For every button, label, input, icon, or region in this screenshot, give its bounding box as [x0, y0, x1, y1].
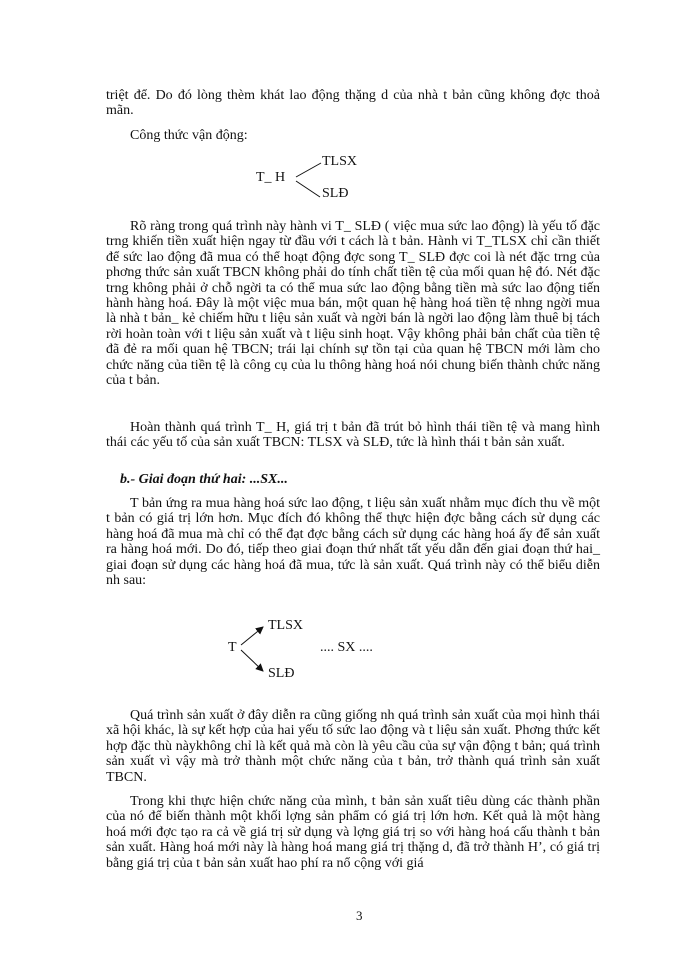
paragraph-6: T bản ứng ra mua hàng hoá sức lao động, t liệu sản xuất nhằm mục đích thu về một t bản có giá trị lớn hơn. Mục đích đó không thể thực hiện đợc bằng cách sử dụng các hàng hoá đã mua mà chỉ có thể đạt đợc bằng cách sử dụng các hàng hoá ấy để sản xuất ra hàng hoá mới. Do đó, tiếp theo giai đoạn thứ nhất tất yếu dẫn đến giai đoạn thứ hai_ giai đoạn sử dụng các hàng hoá đã mua, tức là sản xuất. Quá trình này có thể biểu diễn nh sau:	[106, 496, 600, 589]
paragraph-4: Hoàn thành quá trình T_ H, giá trị t bản đã trút bỏ hình thái tiền tệ và mang hình thái các yếu tố của sản xuất TBCN: TLSX và SLĐ, tức là hình thái t bản sản xuất.	[106, 420, 600, 451]
diagram2-top-label: TLSX	[268, 618, 303, 633]
paragraph-7: Quá trình sản xuất ở đây diễn ra cũng giống nh quá trình sản xuất của mọi hình thái xã hội khác, là sự kết hợp của hai yếu tố sức lao động và t liệu sản xuất. Phơng thức kết hợp đặc thù nàykhông chỉ là kết quả mà còn là yêu cầu của sự vận động t bản; quá trình sản xuất vì vậy mà trở thành một chức năng của t bản, trở thành quá trình sản xuất TBCN.	[106, 708, 600, 785]
section-heading-b: b.- Giai đoạn thứ hai: ...SX...	[120, 472, 288, 487]
paragraph-1: triệt để. Do đó lòng thèm khát lao động thặng d của nhà t bản cũng không đợc thoả mãn.	[106, 88, 600, 119]
diagram1-left-label: T_ H	[256, 170, 286, 185]
paragraph-8: Trong khi thực hiện chức năng của mình, t bản sản xuất tiêu dùng các thành phần của nó để biến thành một khối lợng sản phẩm có giá trị lớn hơn. Kết quả là một hàng hoá mới đợc tạo ra cả về giá trị sử dụng và lợng giá trị so với hàng hoá cấu thành t bản sản xuất. Hàng hoá mới này là hàng hoá mang giá trị thặng d, đã trở thành H’, có giá trị bằng giá trị của t bản sản xuất hao phí ra nổ cộng với giá	[106, 794, 600, 871]
diagram2-continuation-label: .... SX ....	[320, 640, 373, 655]
diagram1-top-label: TLSX	[322, 154, 357, 169]
diagram2-bottom-label: SLĐ	[268, 666, 295, 681]
paragraph-formula-intro: Công thức vận động:	[130, 128, 248, 143]
paragraph-3: Rõ ràng trong quá trình này hành vi T_ SLĐ ( việc mua sức lao động) là yếu tố đặc trng khiến tiền xuất hiện ngay từ đầu với t cách là t bản. Hành vi T_TLSX chỉ cần thiết để sức lao động đã mua có thể hoạt động đợc song T_ SLĐ đợc coi là nét đặc trng của phơng thức sản xuất TBCN không phải do tính chất tiền tệ của mối quan hệ đó. Nét đặc trng không phải ở chỗ ngời ta có thể mua sức lao động bằng tiền mà sức lao động tiến hành hàng hoá. Đây là một việc mua bán, một quan hệ hàng hoá tiền tệ nhng ngời mua là nhà t bản_ kẻ chiếm hữu t liệu sản xuất và ngời bán là ngời lao động làm thuê bị tách rời hoàn toàn với t liệu sản xuất và t liệu sinh hoạt. Vậy không phải bản chất của tiền tệ đã đẻ ra mối quan hệ TBCN; trái lại chính sự tồn tại của quan hệ TBCN mới làm cho chức năng của tiền tệ là công cụ của lu thông hàng hoá nói chung biến thành chức năng của t bản.	[106, 219, 600, 389]
page-number: 3	[356, 908, 363, 923]
diagram1-bottom-label: SLĐ	[322, 186, 349, 201]
diagram2-left-label: T	[228, 640, 237, 655]
